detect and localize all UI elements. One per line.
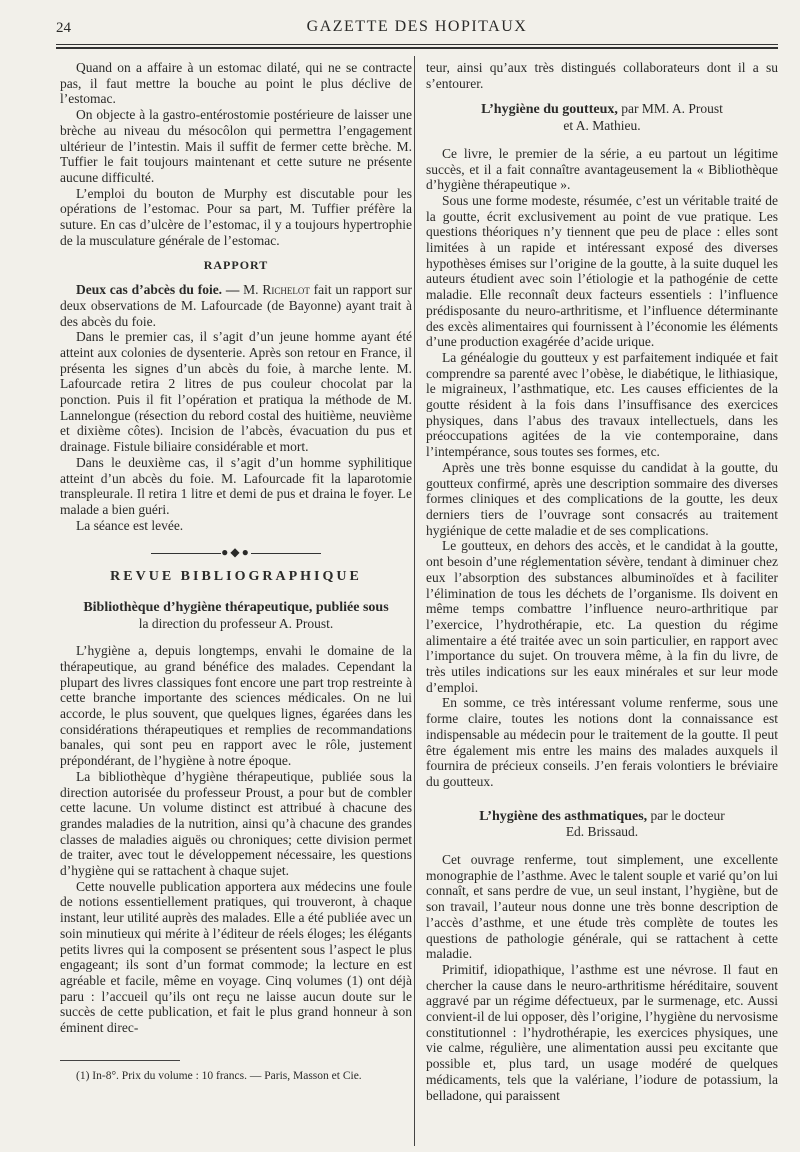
paragraph: Quand on a affaire à un estomac dilaté, qui ne se contracte pas, il faut mettre la bouche au point le plus déclive de l’estomac. (60, 60, 412, 107)
paragraph: Ce livre, le premier de la série, a eu partout un légitime succès, et il a fait connaître avantageusement la « Bibliothèque d’hygiène thérapeutique ». (426, 145, 778, 193)
paragraph: L’hygiène a, depuis longtemps, envahi le domaine de la thérapeutique, au grand bénéfice des malades. Cependant la plupart des livres classiques font encore une part trop restreinte à cette branche importante des sciences médicales. On ne lui accorde, le plus souvent, que quelques lignes, égarées dans les considérations thérapeutiques et remplies de recommandations banales, qui sont peu en rapport avec le rôle, justement prépondérant, de l’hygiène à notre époque. (60, 643, 412, 769)
right-column (426, 60, 778, 1103)
article-byline-2: et A. Mathieu. (563, 118, 641, 134)
article-byline: la direction du professeur A. Proust. (138, 615, 334, 631)
paragraph: L’emploi du bouton de Murphy est discutable pour les opérations de l’estomac. Pour sa part, M. Tuffier préfère la suture. En cas d’ulcère de l’estomac, il y a toujours hypertrophie de la musculature générale de l’estomac. (60, 185, 412, 248)
journal-title: GAZETTE DES HOPITAUX (306, 18, 528, 35)
separator-ornament: ●◆● (60, 545, 412, 561)
header-rule (56, 44, 778, 45)
article-heading-1 (60, 599, 412, 631)
paragraph: teur, ainsi qu’aux très distingués collaborateurs dont il a su s’entourer. (426, 60, 778, 91)
paragraph: Cet ouvrage renferme, tout simplement, une excellente monographie de l’asthme. Avec le talent souple et varié qu’on lui connaît, et sans perdre de vue, un seul instant, l’hygiène, but de son travail, l’auteur nous donne une très bonne description de l’accès d’asthme, et une étude très complète de toutes les questions de pathologie générale, qui se rattachent à cette maladie. (426, 852, 778, 962)
article-byline: par MM. A. Proust (617, 101, 723, 117)
paragraph: Cette nouvelle publication apportera aux médecins une foule de notions essentiellement pratiques, qui trouveront, à chaque instant, leur utilité auprès des malades. Elle a été publiée avec un soin minutieux qui mérite à l’éditeur de réels éloges; les élégants petits livres qui la composent se présentent sous l’aspect le plus engageant; ils sont d’un format commode; la lecture en est agréable et facile, même en voyage. Cinq volumes (1) ont déjà paru : l’accueil qu’ils ont reçu ne laisse aucun doute sur le succès de cette publication, et fait le plus grand honneur à son éminent direc- (60, 878, 412, 1036)
rapport-title: Deux cas d’abcès du foie. — (76, 282, 240, 298)
paragraph: Après une très bonne esquisse du candidat à la goutte, du goutteux confirmé, après une description sommaire des diverses formes cliniques et des complications de la goutte, les deux derniers tiers de l’ouvrage sont consacrés au traitement hygiénique de cette maladie et de ses complications. (426, 459, 778, 538)
article-title: L’hygiène du goutteux, (481, 102, 618, 118)
page-header (56, 14, 778, 50)
left-column (60, 60, 412, 1084)
paragraph: Primitif, idiopathique, l’asthme est une névrose. Il faut en chercher la cause dans le neuro-arthritisme héréditaire, souvent aggravé par un régime défectueux, par le surmenage, etc. Aussi convient-il de lui opposer, dès l’origine, l’hygiène du nervosisme constitutionnel : l’hydrothérapie, les exercices physiques, une vie calme, régulière, une alimentation aussi peu excitante que possible et, plus tard, un usage modéré de quelques médicaments, tels que la valériane, l’iodure de potassium, la belladone, qui paraissent (426, 961, 778, 1103)
section-label-rapport: RAPPORT (203, 258, 269, 273)
rapport-author: M. Richelot (243, 282, 310, 298)
paragraph: On objecte à la gastro-entérostomie postérieure de laisser une brèche au niveau du mésocôlon qui permettra l’engagement ultérieur de l’intestin. Mais il suffit de fermer cette brèche. M. Tuffier le fait toujours maintenant et cette suture ne présente aucune difficulté. (60, 107, 412, 185)
article-title: L’hygiène des asthmatiques, (479, 808, 648, 824)
column-divider (414, 56, 415, 1146)
paragraph: Sous une forme modeste, résumée, c’est un véritable traité de la goutte, écrit exclusivement au point de vue pratique. Les questions théoriques n’y tiennent que peu de place : elles sont limitées à un rapide et intéressant exposé des diverses hypothèses émises sur l’origine de la goutte, à la suite duquel les auteurs étudient avec soin l’étiologie et la pathogénie de cette maladie. Elle reconnaît deux facteurs essentiels : l’influence prédisposante du neuro-arthritisme, et l’influence déterminante des excès alimentaires qui fournissent à l’économie les éléments d’une production exagérée d’acide urique. (426, 192, 778, 350)
paragraph: En somme, ce très intéressant volume renferme, sous une forme claire, toutes les notions dont la connaissance est indispensable au médecin pour le traitement de la goutte. Il peut être également mis entre les mains des malades auxquels il fournira de précieux conseils. J’en ferais volontiers le bréviaire du goutteux. (426, 695, 778, 789)
paragraph: La séance est levée. (76, 517, 184, 533)
article-title: Bibliothèque d’hygiène thérapeutique, publiée sous (83, 599, 389, 615)
article-heading-3 (426, 808, 778, 840)
section-title-revue: REVUE BIBLIOGRAPHIQUE (110, 569, 362, 585)
rapport-intro (60, 282, 412, 329)
article-byline-2: Ed. Brissaud. (565, 824, 639, 840)
paragraph: Le goutteux, en dehors des accès, et le candidat à la goutte, ont besoin d’une réglementation sévère, tendant à diminuer chez eux l’absorption des substances albuminoïdes et à faciliter l’élimination de tous les déchets de l’organisme. Ils doivent en même temps combattre l’influence neuro-arthritique par l’exercice, l’hydrothérapie, etc. La question du régime alimentaire a été traitée avec un soin particulier, en rapport avec l’importance du sujet. On trouvera même, à la fin du livre, de très utiles indications sur les eaux minérales et sur leur mode d’emploi. (426, 538, 778, 695)
page-number: 24 (56, 20, 71, 36)
footnote: (1) In-8°. Prix du volume : 10 francs. — Paris, Masson et Cie. (76, 1069, 362, 1082)
rapport-text: fait un rapport sur deux observations de M. Lafourcade (de Bayonne) ayant trait à des abcès du foie. (60, 282, 412, 329)
paragraph: Dans le premier cas, il s’agit d’un jeune homme ayant été atteint aux colonies de dysenterie. Après son retour en France, il présenta les signes d’un abcès du foie, à marche lente. M. Lafourcade retira 2 litres de pus couleur chocolat par la ponction. Puis il fit l’opération et pratiqua la méthode de M. Lannelongue (résection du rebord costal des huitième, neuvième et dixième côtes). Incision de l’abcès, évacuation du pus et drainage. Fistule biliaire considérable et mort. (60, 329, 412, 455)
paragraph: Dans le deuxième cas, il s’agit d’un homme syphilitique atteint d’un abcès du foie. M. Lafourcade fit la laparotomie transpleurale. Il retira 1 litre et demi de pus et draina le foyer. Le malade a bien guéri. (60, 454, 412, 517)
paragraph: La généalogie du goutteux y est parfaitement indiquée et fait comprendre sa parenté avec l’obèse, le diabétique, le lithiasique, le migraineux, l’asthmatique, etc. Les causes efficientes de la goutte résident à la fois dans l’insuffisance des exercices physiques, dans l’abus des travaux intellectuels, dans les préoccupations agitées de la vie contemporaine, dans l’intempérance, sous toutes ses formes, etc. (426, 349, 778, 460)
article-byline: par le docteur (647, 807, 725, 823)
header-rule-thick (56, 47, 778, 49)
paragraph: La bibliothèque d’hygiène thérapeutique, publiée sous la direction autorisée du professeur Proust, a pour but de combler cette lacune. Un volume distinct est attribué à chacune des grandes maladies de la nutrition, ainsi qu’à chacune des grandes classes de maladies aiguës ou chroniques; cette division permet de traiter, avec tout le développement nécessaire, les questions d’hygiène qui se rattachent à chaque sujet. (60, 768, 412, 879)
article-heading-2 (426, 101, 778, 133)
footnote-rule (60, 1060, 180, 1061)
